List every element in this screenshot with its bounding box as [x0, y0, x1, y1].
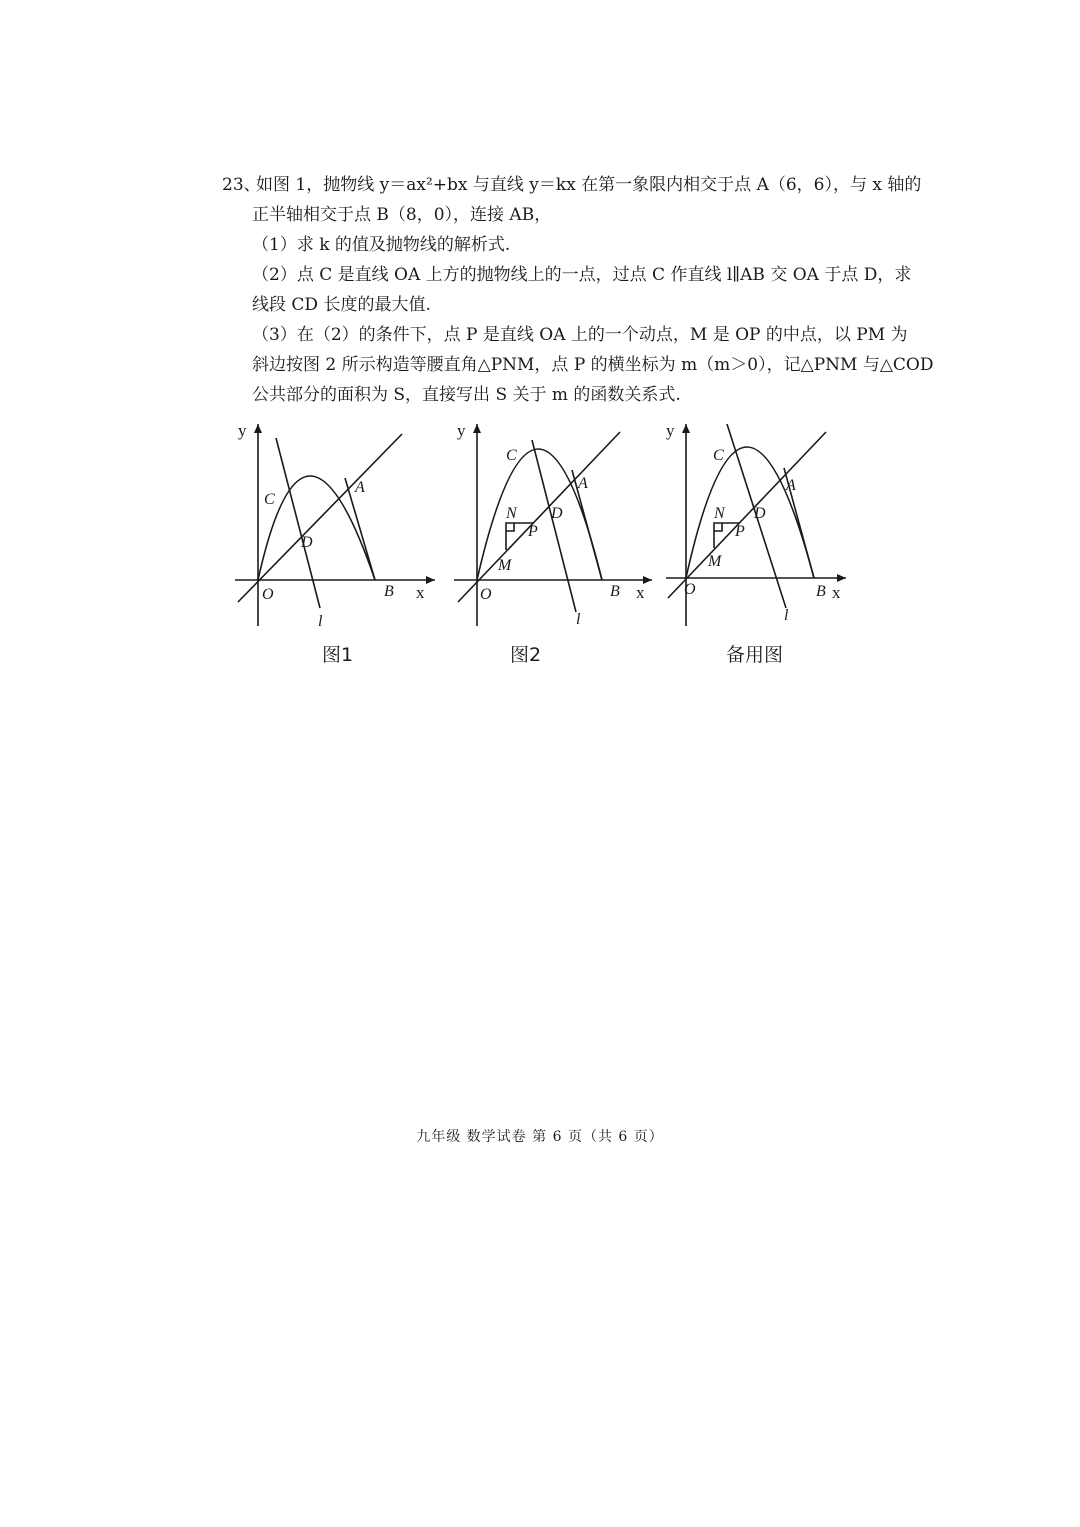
label-l: l	[784, 607, 789, 624]
label-d: D	[551, 505, 563, 522]
label-x: x	[832, 583, 841, 602]
label-c: C	[713, 447, 724, 464]
y-axis-arrow	[473, 424, 481, 433]
label-a: A	[786, 477, 796, 494]
question-part-3: （3）在（2）的条件下，点 P 是直线 OA 上的一个动点，M 是 OP 的中点，以 PM 为	[252, 325, 908, 345]
label-o: O	[684, 581, 696, 598]
question-part-3-cont-1: 斜边按图 2 所示构造等腰直角△PNM，点 P 的横坐标为 m（m＞0），记△PNM 与△COD	[252, 355, 934, 375]
problem-statement-line-2: 正半轴相交于点 B（8，0），连接 AB，	[252, 205, 552, 225]
label-y: y	[238, 421, 247, 440]
label-p: P	[528, 523, 538, 540]
problem-statement-line-1	[222, 170, 922, 200]
label-p: P	[735, 523, 745, 540]
label-o: O	[480, 586, 492, 603]
question-part-1: （1）求 k 的值及抛物线的解析式.	[252, 235, 511, 255]
label-y: y	[457, 421, 466, 440]
label-b: B	[610, 583, 620, 600]
figure-1-caption: 图1	[322, 644, 354, 666]
line-oa	[238, 434, 402, 602]
label-b: B	[384, 583, 394, 600]
figure-1-diagram	[230, 418, 440, 633]
x-axis-arrow	[837, 574, 846, 582]
figure-1	[230, 418, 440, 666]
label-x: x	[416, 583, 425, 602]
label-n: N	[714, 505, 725, 522]
label-d: D	[754, 505, 766, 522]
question-part-3-cont-2: 公共部分的面积为 S，直接写出 S 关于 m 的函数关系式.	[252, 385, 681, 405]
line-l	[276, 438, 320, 608]
y-axis-arrow	[254, 424, 262, 433]
label-b: B	[816, 583, 826, 600]
label-d: D	[301, 534, 313, 551]
figure-2-caption: 图2	[510, 644, 542, 666]
y-axis-arrow	[682, 424, 690, 433]
label-c: C	[264, 491, 275, 508]
figures-row	[230, 418, 860, 678]
x-axis-arrow	[426, 576, 435, 584]
figure-2	[452, 418, 662, 666]
problem-statement: 如图 1，抛物线 y＝ax²+bx 与直线 y＝kx 在第一象限内相交于点 A（6，6），与 x 轴的	[256, 175, 922, 195]
label-l: l	[576, 611, 581, 628]
problem-23	[222, 170, 934, 410]
label-y: y	[666, 421, 675, 440]
line-oa	[458, 432, 620, 602]
figure-backup-diagram	[664, 418, 874, 633]
label-m: M	[708, 553, 722, 570]
question-part-2-cont: 线段 CD 长度的最大值.	[252, 295, 431, 315]
label-a: A	[578, 475, 588, 492]
figure-backup-caption: 备用图	[726, 644, 784, 666]
label-o: O	[262, 586, 274, 603]
figure-2-diagram	[452, 418, 662, 633]
problem-number: 23、	[222, 175, 261, 195]
label-x: x	[636, 583, 645, 602]
label-c: C	[506, 447, 517, 464]
label-m: M	[498, 557, 512, 574]
line-oa	[668, 432, 826, 598]
question-part-2: （2）点 C 是直线 OA 上方的抛物线上的一点，过点 C 作直线 l∥AB 交 OA 于点 D，求	[252, 265, 912, 285]
right-angle-mark	[506, 523, 514, 531]
label-n: N	[506, 505, 517, 522]
line-l	[532, 440, 576, 612]
label-l: l	[318, 613, 323, 630]
page-footer: 九年级 数学试卷 第 6 页（共 6 页）	[416, 1129, 664, 1145]
right-angle-mark	[714, 523, 722, 531]
label-a: A	[355, 479, 365, 496]
figure-backup	[664, 418, 874, 666]
